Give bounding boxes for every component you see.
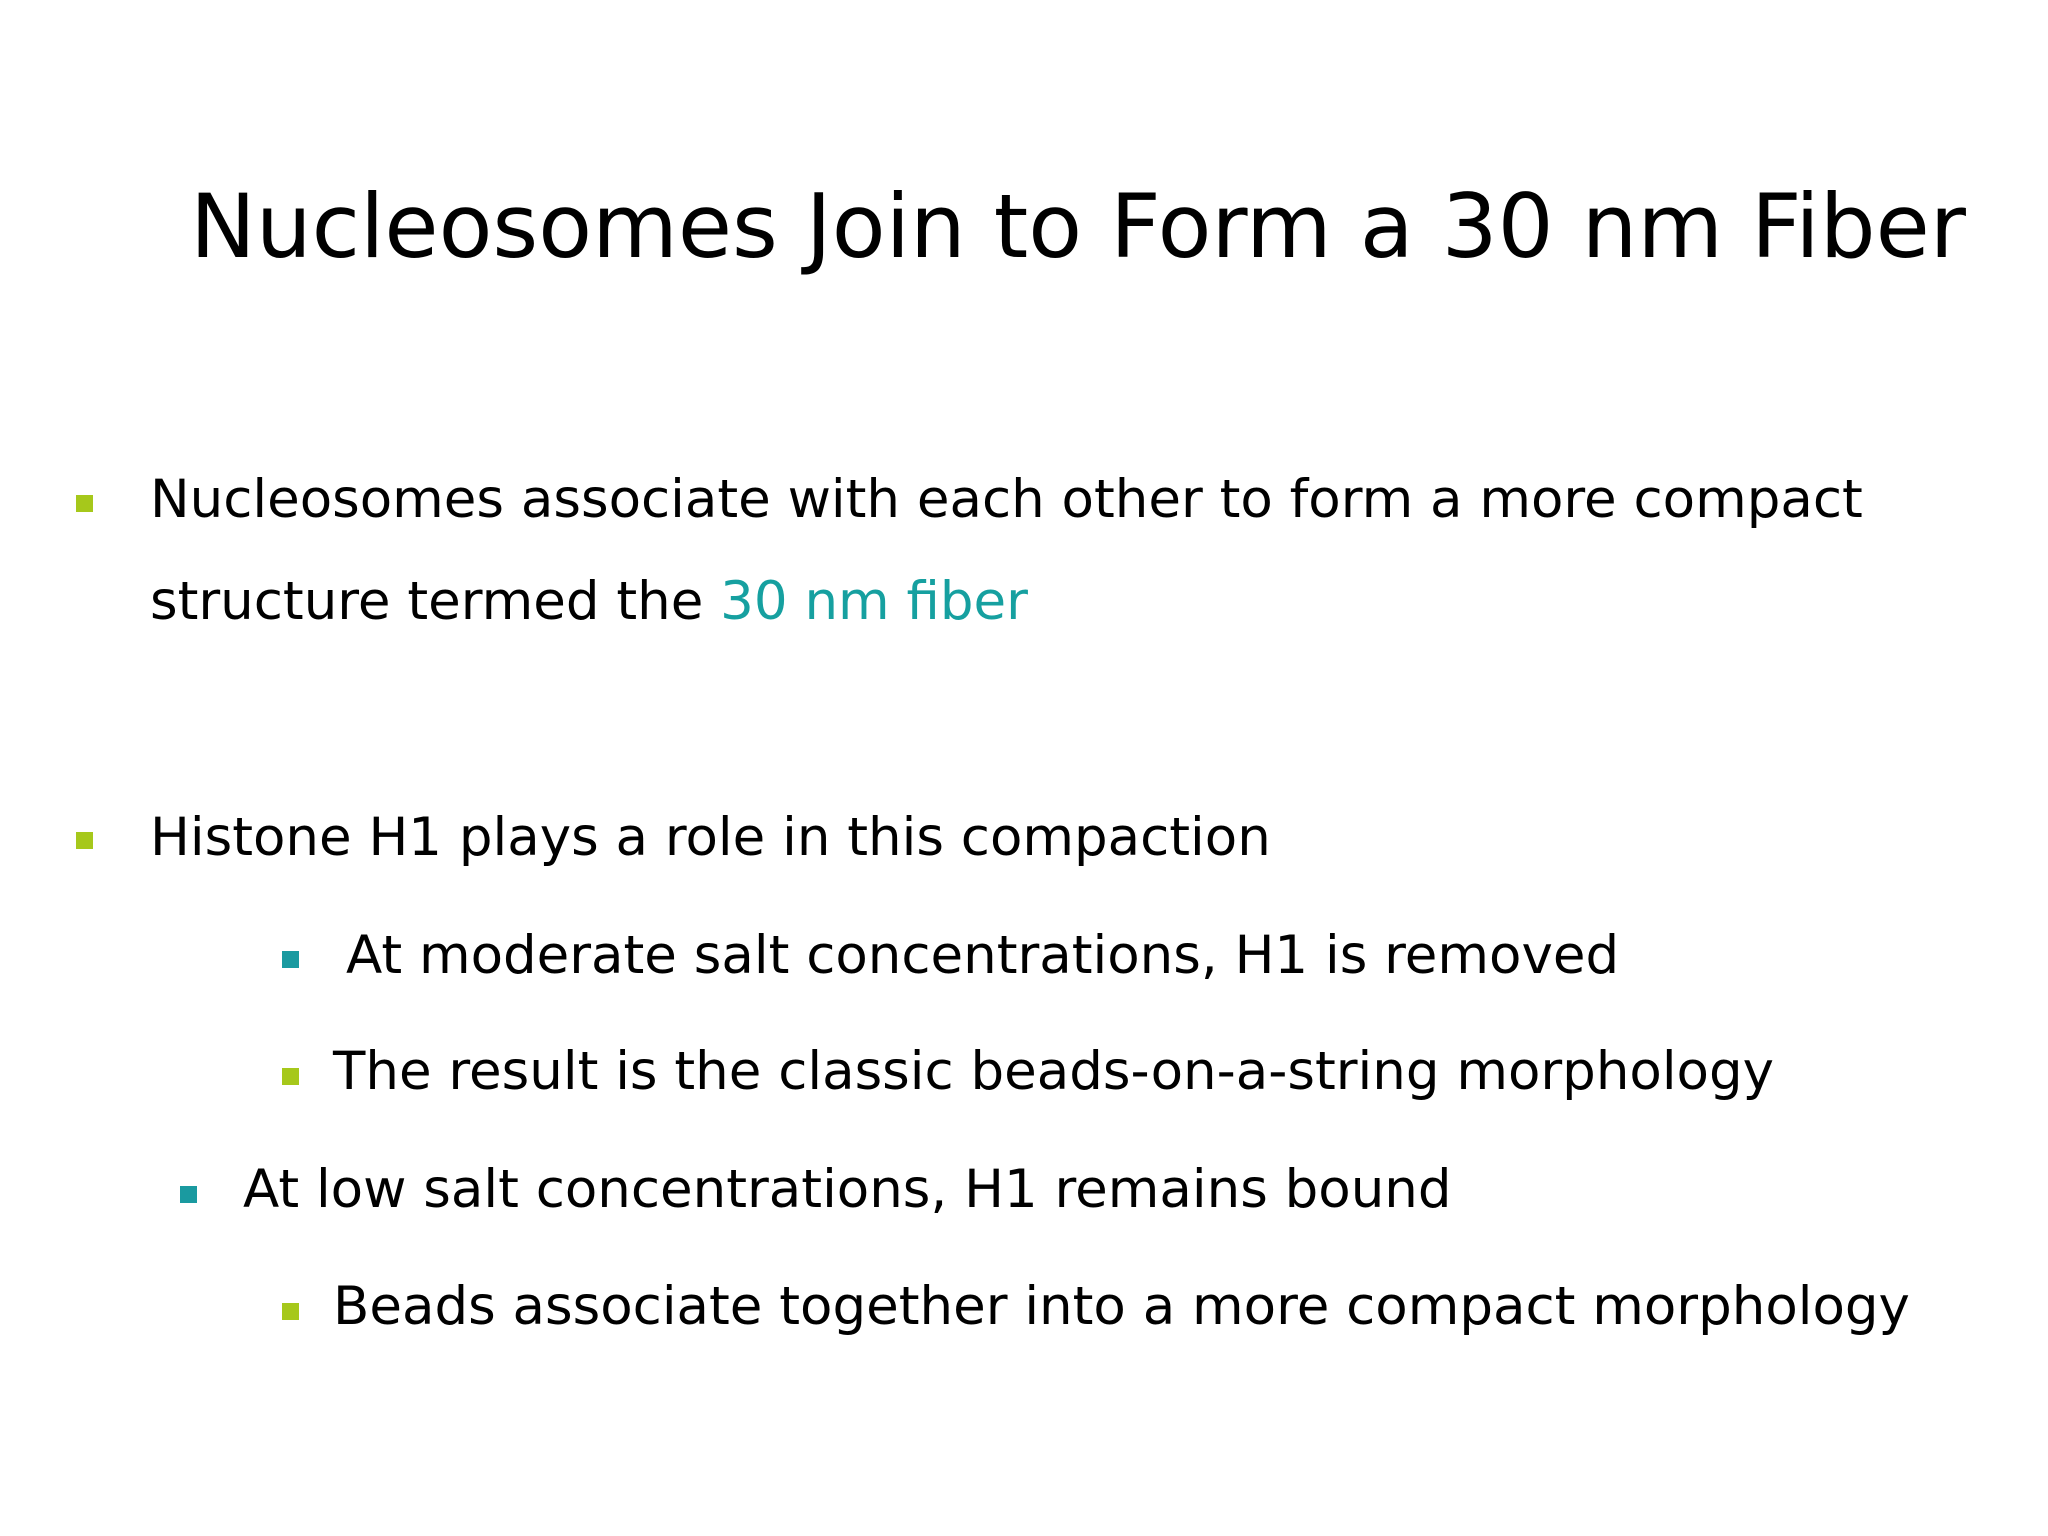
sub-bullet-compact-morphology: Beads associate together into a more compact morphology — [333, 1276, 1910, 1337]
bullet-1-line-2 — [150, 570, 1028, 634]
sub-bullet-low-salt: At low salt concentrations, H1 remains bound — [243, 1159, 1452, 1220]
highlight-30nm-fiber: 30 nm fiber — [720, 571, 1028, 632]
bullet-square-green-1 — [76, 495, 93, 512]
sub-bullet-beads-on-string: The result is the classic beads-on-a-string morphology — [333, 1041, 1774, 1102]
bullet-square-green-4 — [282, 1303, 299, 1320]
bullet-1-line-2-text: structure termed the — [150, 571, 721, 632]
sub-bullet-moderate-salt: At moderate salt concentrations, H1 is removed — [346, 925, 1620, 986]
bullet-1-line-1: Nucleosomes associate with each other to form a more compact — [150, 469, 1863, 530]
bullet-square-green-3 — [282, 1068, 299, 1085]
bullet-square-teal-2 — [180, 1186, 197, 1203]
bullet-2-text: Histone H1 plays a role in this compaction — [150, 807, 1271, 868]
bullet-square-green-2 — [76, 832, 93, 849]
bullet-square-teal-1 — [282, 951, 299, 968]
slide-title: Nucleosomes Join to Form a 30 nm Fiber — [190, 175, 1966, 278]
